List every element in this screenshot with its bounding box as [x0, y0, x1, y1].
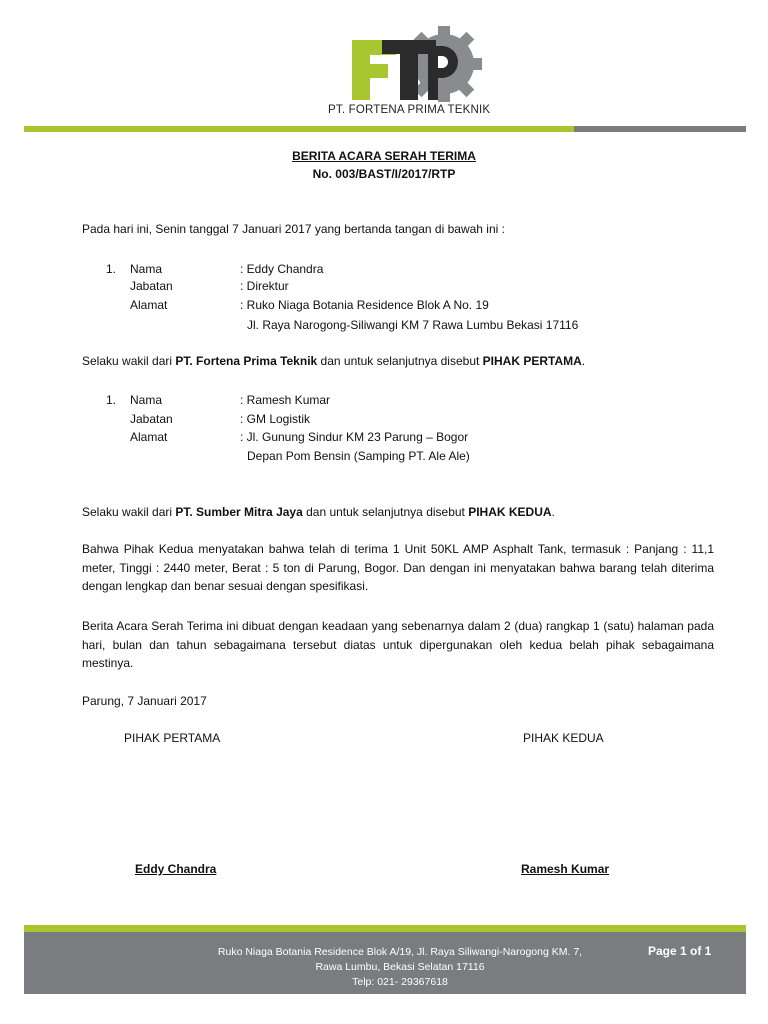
party2-position-label: Jabatan: [130, 412, 173, 426]
company-name: PT. FORTENA PRIMA TEKNIK: [328, 104, 491, 116]
party2-address-label: Alamat: [130, 430, 168, 444]
document-number: No. 003/BAST/I/2017/RTP: [312, 167, 456, 181]
footer-address-line1: Ruko Niaga Botania Residence Blok A/19, Jl. Raya Siliwangi-Narogong KM. 7,: [217, 946, 583, 958]
header-accent-bar-green: [24, 126, 574, 132]
party2-address-line1: : Jl. Gunung Sindur KM 23 Parung – Bogor: [240, 430, 469, 444]
intro-text: Pada hari ini, Senin tanggal 7 Januari 2017 yang bertanda tangan di bawah ini :: [82, 222, 505, 236]
signature-right-name: Ramesh Kumar: [521, 862, 610, 876]
footer-address: [150, 945, 650, 990]
party1-name-value: : Eddy Chandra: [240, 262, 324, 276]
party1-position-value: : Direktur: [240, 279, 289, 293]
party1-address-line1: : Ruko Niaga Botania Residence Blok A No. 19: [240, 298, 489, 312]
paragraph-statement: Berita Acara Serah Terima ini dibuat dengan keadaan yang sebenarnya dalam 2 (dua) rangkap 1 (satu) halaman pada hari, bulan dan tahun sebagaimana tersebut diatas untuk dipergunakan oleh kedua belah pihak sebagaimana mestinya.: [82, 619, 714, 670]
party2-position-value: : GM Logistik: [240, 412, 311, 426]
signature-left-role: PIHAK PERTAMA: [124, 731, 221, 745]
place-date: Parung, 7 Januari 2017: [82, 694, 207, 708]
party1-statement: Selaku wakil dari PT. Fortena Prima Teknik dan untuk selanjutnya disebut PIHAK PERTAMA.: [82, 354, 586, 368]
party1-position-label: Jabatan: [130, 279, 173, 293]
party1-name-label: Nama: [130, 262, 163, 276]
footer-address-line2: Rawa Lumbu, Bekasi Selatan 17116: [315, 961, 485, 973]
party1-address-line2: Jl. Raya Narogong-Siliwangi KM 7 Rawa Lumbu Bekasi 17116: [247, 318, 579, 332]
party2-name-label: Nama: [130, 393, 163, 407]
party2-name-value: : Ramesh Kumar: [240, 393, 331, 407]
party2-number: 1.: [106, 393, 117, 407]
party1-number: 1.: [106, 262, 117, 276]
footer-accent-bar: [24, 925, 746, 932]
party1-address-label: Alamat: [130, 298, 168, 312]
party2-statement: Selaku wakil dari PT. Sumber Mitra Jaya dan untuk selanjutnya disebut PIHAK KEDUA.: [82, 505, 555, 519]
party2-address-line2: Depan Pom Bensin (Samping PT. Ale Ale): [247, 449, 470, 463]
document-title: BERITA ACARA SERAH TERIMA: [292, 149, 476, 163]
signature-left-name: Eddy Chandra: [135, 862, 217, 876]
footer-phone: Telp: 021- 29367618: [352, 976, 448, 988]
signature-right-role: PIHAK KEDUA: [523, 731, 604, 745]
header-accent-bar-gray: [574, 126, 746, 132]
paragraph-handover: Bahwa Pihak Kedua menyatakan bahwa telah di terima 1 Unit 50KL AMP Asphalt Tank, termasuk : Panjang : 11,1 meter, Tinggi : 2440 meter, Berat : 5 ton di Parung, Bogor. Dan dengan ini menyatakan bahwa barang telah diterima dengan lengkap dan benar sesuai dengan spesifikasi.: [82, 542, 714, 593]
page-number: Page 1 of 1: [648, 944, 712, 958]
